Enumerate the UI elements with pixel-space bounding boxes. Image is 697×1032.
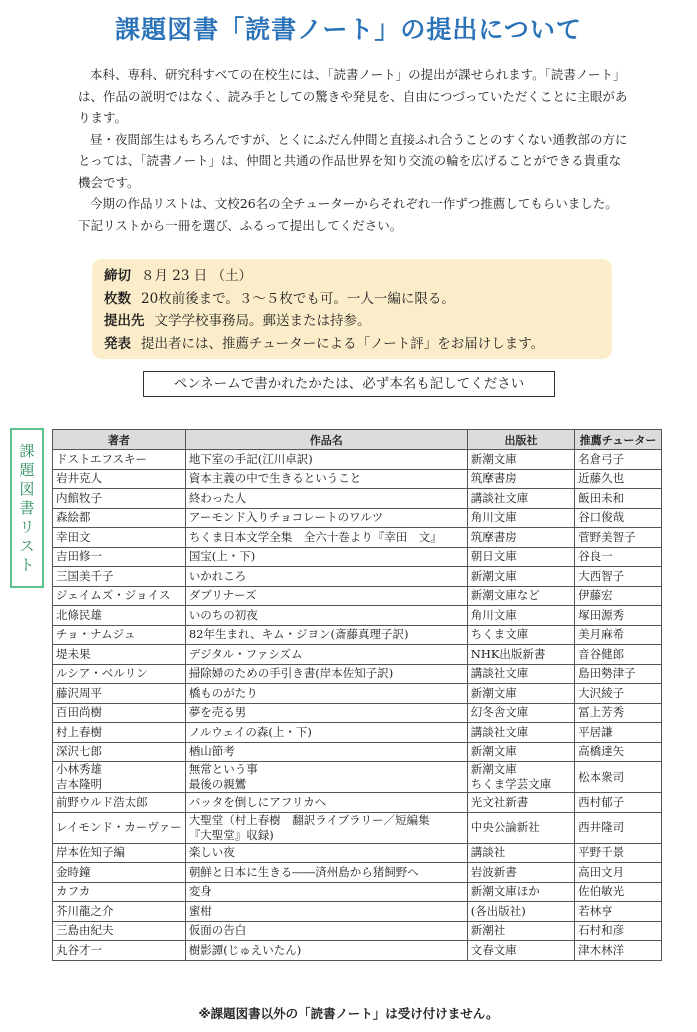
cell-line: カフカ xyxy=(56,884,91,899)
cell-line: 西村郁子 xyxy=(578,794,625,809)
side-label-char: ス xyxy=(19,536,35,555)
cell-line: 深沢七郎 xyxy=(56,744,102,759)
cell-tutor xyxy=(575,742,662,762)
header-publisher: 出版社 xyxy=(467,430,574,450)
table-row xyxy=(53,882,662,902)
cell-work xyxy=(185,489,467,509)
cell-line: 美月麻希 xyxy=(578,627,625,642)
cell-work xyxy=(185,469,467,489)
cell-line: 国宝(上・下) xyxy=(188,549,256,564)
table-row xyxy=(53,586,662,606)
cell-publisher xyxy=(467,664,574,684)
cell-line: ちくま日本文学全集 全六十巻より『幸田 文』 xyxy=(188,529,442,544)
cell-publisher xyxy=(467,489,574,509)
cell-publisher xyxy=(467,684,574,704)
cell-author xyxy=(53,742,186,762)
deadline-row xyxy=(104,265,612,288)
cell-author xyxy=(53,684,186,704)
cell-line: 新潮文庫など xyxy=(470,588,540,603)
table-row xyxy=(53,547,662,567)
cell-line: 楽しい夜 xyxy=(188,845,235,860)
cell-publisher xyxy=(467,762,574,793)
intro-paragraph: 昼・夜間部生はもちろんですが、とくにふだん仲間と直接ふれ合うことのすくない通教部の方にとっては、「読書ノート」は、仲間と共通の作品世界を知り交流の輪を広げることができる貴重な機会です。 xyxy=(78,131,628,190)
cell-line: 新潮文庫 xyxy=(470,685,517,700)
cell-line: 百田尚樹 xyxy=(56,705,102,720)
table-row xyxy=(53,742,662,762)
cell-line: 朝鮮と日本に生きる――済州島から猪飼野へ xyxy=(188,864,419,879)
cell-work xyxy=(185,528,467,548)
table-row xyxy=(53,567,662,587)
info-value: 文学学校事務局。郵送または持参。 xyxy=(154,313,371,329)
cell-line: 島田勢津子 xyxy=(578,666,636,681)
cell-line: 講談社文庫 xyxy=(470,666,529,681)
cell-line: 菅野美智子 xyxy=(578,529,636,544)
book-list-table xyxy=(52,429,662,961)
cell-line: 村上春樹 xyxy=(56,724,102,739)
cell-work xyxy=(185,742,467,762)
table-row xyxy=(53,469,662,489)
cell-author xyxy=(53,703,186,723)
cell-line: 岩井克人 xyxy=(56,471,102,486)
cell-work xyxy=(185,723,467,743)
table-row xyxy=(53,843,662,863)
cell-line: 筑摩書房 xyxy=(470,471,517,486)
cell-line: 大西智子 xyxy=(578,568,625,583)
cell-author xyxy=(53,902,186,922)
cell-tutor xyxy=(575,902,662,922)
cell-author xyxy=(53,793,186,813)
cell-line: チョ・ナムジュ xyxy=(56,627,136,642)
cell-tutor xyxy=(575,882,662,902)
page-title: 課題図書「読書ノート」の提出について xyxy=(115,15,582,44)
cell-line: 樹影譚(じゅえいたん) xyxy=(188,942,302,957)
cell-tutor xyxy=(575,547,662,567)
intro-text xyxy=(78,64,630,236)
cell-publisher xyxy=(467,843,574,863)
cell-publisher xyxy=(467,547,574,567)
cell-publisher xyxy=(467,921,574,941)
table-header-row xyxy=(53,430,662,450)
cell-line: (各出版社) xyxy=(470,903,526,918)
cell-tutor xyxy=(575,489,662,509)
cell-tutor xyxy=(575,586,662,606)
cell-author xyxy=(53,508,186,528)
cell-line: 芥川龍之介 xyxy=(56,903,114,918)
cell-work xyxy=(185,684,467,704)
cell-line: 終わった人 xyxy=(188,490,247,505)
cell-line: 夢を売る男 xyxy=(188,705,247,720)
cell-work xyxy=(185,902,467,922)
cell-line: 吉本隆明 xyxy=(56,777,102,791)
cell-line: 無常という事 xyxy=(188,762,258,776)
cell-line: 内館牧子 xyxy=(56,490,102,505)
cell-line: 西井隆司 xyxy=(578,820,625,834)
cell-publisher xyxy=(467,528,574,548)
cell-line: 幸田文 xyxy=(56,529,91,544)
info-label: 締切 xyxy=(104,268,131,284)
cell-line: 新潮文庫 xyxy=(470,762,517,776)
table-row xyxy=(53,863,662,883)
cell-line: 塚田源秀 xyxy=(578,607,625,622)
cell-line: ジェイムズ・ジョイス xyxy=(56,588,171,603)
cell-line: 金時鐘 xyxy=(56,864,91,879)
table-row xyxy=(53,793,662,813)
announcement-row xyxy=(104,333,612,356)
cell-author xyxy=(53,664,186,684)
table-row xyxy=(53,902,662,922)
side-label-char: 課 xyxy=(19,441,35,460)
cell-work xyxy=(185,941,467,961)
cell-line: 森絵都 xyxy=(56,510,91,525)
info-value: ８月 23 日 （土） xyxy=(141,268,253,284)
cell-line: 大沢綾子 xyxy=(578,685,625,700)
cell-line: 講談社文庫 xyxy=(470,724,529,739)
cell-author xyxy=(53,812,186,843)
cell-tutor xyxy=(575,528,662,548)
cell-publisher xyxy=(467,469,574,489)
table-row xyxy=(53,762,662,793)
cell-line: 津木林洋 xyxy=(578,942,625,957)
cell-line: 幻冬舎文庫 xyxy=(470,705,529,720)
cell-line: 小林秀雄 xyxy=(56,762,102,776)
cell-line: 近藤久也 xyxy=(578,471,625,486)
cell-line: 若林亨 xyxy=(578,903,613,918)
cell-publisher xyxy=(467,450,574,470)
cell-author xyxy=(53,921,186,941)
cell-work xyxy=(185,625,467,645)
header-tutor: 推薦チューター xyxy=(575,430,662,450)
cell-line: 谷口俊哉 xyxy=(578,510,625,525)
cell-line: 北條民雄 xyxy=(56,607,102,622)
cell-line: 音谷健郎 xyxy=(578,646,625,661)
cell-author xyxy=(53,469,186,489)
cell-author xyxy=(53,843,186,863)
cell-tutor xyxy=(575,450,662,470)
cell-author xyxy=(53,450,186,470)
cell-tutor xyxy=(575,843,662,863)
info-label: 提出先 xyxy=(104,313,145,329)
cell-author xyxy=(53,567,186,587)
pen-name-notice: ペンネームで書かれたかたは、必ず本名も記してください xyxy=(143,371,555,397)
cell-line: 平野千景 xyxy=(578,845,625,860)
cell-line: 掃除婦のための手引き書(岸本佐知子訳) xyxy=(188,666,394,681)
info-value: 20枚前後まで。３～５枚でも可。一人一編に限る。 xyxy=(141,290,455,307)
cell-tutor xyxy=(575,469,662,489)
cell-tutor xyxy=(575,812,662,843)
cell-line: 岸本佐知子編 xyxy=(56,845,125,860)
info-value: 提出者には、推薦チューターによる「ノート評」をお届けします。 xyxy=(141,335,545,352)
intro-paragraph: 今期の作品リストは、文校26名の全チューターからそれぞれ一作ずつ推薦してもらいました。下記リストから一冊を選び、ふるって提出してください。 xyxy=(78,196,618,233)
cell-line: 蜜柑 xyxy=(188,903,212,918)
cell-author xyxy=(53,645,186,665)
cell-line: ドストエフスキー xyxy=(56,451,147,466)
cell-author xyxy=(53,723,186,743)
info-label: 発表 xyxy=(104,335,131,352)
table-row xyxy=(53,664,662,684)
cell-line: 楢山節考 xyxy=(188,744,235,759)
cell-author xyxy=(53,586,186,606)
cell-work xyxy=(185,812,467,843)
intro-paragraph: 本科、専科、研究科すべての在校生には、「読書ノート」の提出が課せられます。「読書ノート」は、作品の説明ではなく、読み手としての驚きや発見を、自由につづっていただくことに主眼があります。 xyxy=(78,67,628,125)
table-row xyxy=(53,508,662,528)
cell-line: 藤沢周平 xyxy=(56,685,102,700)
table-row xyxy=(53,812,662,843)
cell-tutor xyxy=(575,762,662,793)
cell-line: 平居謙 xyxy=(578,724,613,739)
side-label-book-list xyxy=(10,428,44,588)
cell-publisher xyxy=(467,882,574,902)
table-row xyxy=(53,625,662,645)
cell-line: 資本主義の中で生きるということ xyxy=(188,471,362,486)
cell-line: NHK出版新書 xyxy=(470,646,546,661)
cell-line: 地下室の手記(江川卓訳) xyxy=(188,451,313,466)
table-row xyxy=(53,684,662,704)
cell-line: ちくま学芸文庫 xyxy=(470,777,552,791)
cell-line: 仮面の告白 xyxy=(188,923,247,938)
cell-line: 名倉弓子 xyxy=(578,451,625,466)
cell-line: ちくま文庫 xyxy=(470,627,529,642)
cell-line: 石村和彦 xyxy=(578,923,625,938)
cell-tutor xyxy=(575,863,662,883)
destination-row xyxy=(104,310,612,333)
cell-work xyxy=(185,645,467,665)
cell-line: 講談社文庫 xyxy=(470,490,529,505)
table-row xyxy=(53,606,662,626)
cell-tutor xyxy=(575,508,662,528)
cell-work xyxy=(185,547,467,567)
cell-line: 82年生まれ、キム・ジヨン(斎藤真理子訳) xyxy=(188,627,409,642)
cell-line: ダブリナーズ xyxy=(188,588,257,603)
cell-line: 光文社新書 xyxy=(470,794,529,809)
submission-info-box xyxy=(92,259,612,359)
cell-author xyxy=(53,547,186,567)
cell-line: ノルウェイの森(上・下) xyxy=(188,724,312,739)
cell-line: 大聖堂（村上春樹 翻訳ライブラリー／短編集 xyxy=(188,812,430,827)
cell-tutor xyxy=(575,921,662,941)
cell-author xyxy=(53,762,186,793)
cell-publisher xyxy=(467,742,574,762)
cell-publisher xyxy=(467,586,574,606)
side-label-char: 図 xyxy=(19,479,35,498)
cell-line: 三島由紀夫 xyxy=(56,923,114,938)
cell-work xyxy=(185,450,467,470)
cell-line: 高橋達矢 xyxy=(578,744,625,759)
table-row xyxy=(53,645,662,665)
cell-work xyxy=(185,586,467,606)
cell-line: いのちの初夜 xyxy=(188,607,258,622)
cell-publisher xyxy=(467,941,574,961)
cell-work xyxy=(185,508,467,528)
table-row xyxy=(53,723,662,743)
cell-line: 吉田修一 xyxy=(56,549,102,564)
cell-tutor xyxy=(575,793,662,813)
cell-publisher xyxy=(467,606,574,626)
cell-line: バッタを倒しにアフリカへ xyxy=(188,794,327,809)
cell-line: いかれころ xyxy=(188,568,247,583)
cell-publisher xyxy=(467,567,574,587)
cell-publisher xyxy=(467,863,574,883)
cell-line: 新潮文庫 xyxy=(470,451,517,466)
cell-line: 中央公論新社 xyxy=(470,820,540,834)
cell-author xyxy=(53,489,186,509)
cell-publisher xyxy=(467,812,574,843)
cell-publisher xyxy=(467,703,574,723)
side-label-char: 題 xyxy=(19,460,35,479)
cell-line: レイモンド・カーヴァー xyxy=(56,820,182,834)
cell-line: 伊藤宏 xyxy=(578,588,613,603)
table-row xyxy=(53,703,662,723)
table-row xyxy=(53,450,662,470)
cell-line: 最後の親鸞 xyxy=(188,777,247,791)
cell-publisher xyxy=(467,902,574,922)
cell-line: 橋ものがたり xyxy=(188,685,258,700)
cell-publisher xyxy=(467,723,574,743)
cell-line: 朝日文庫 xyxy=(470,549,517,564)
cell-line: 高田文月 xyxy=(578,864,625,879)
cell-line: 前野ウルド浩太郎 xyxy=(56,794,148,809)
side-label-char: ト xyxy=(19,555,35,574)
cell-publisher xyxy=(467,645,574,665)
cell-work xyxy=(185,843,467,863)
cell-work xyxy=(185,703,467,723)
cell-line: 佐伯敏光 xyxy=(578,884,625,899)
cell-work xyxy=(185,863,467,883)
cell-tutor xyxy=(575,703,662,723)
cell-line: アーモンド入りチョコレートのワルツ xyxy=(188,510,384,525)
cell-line: ルシア・ベルリン xyxy=(56,666,148,681)
cell-line: 新潮文庫 xyxy=(470,744,517,759)
footer-note: ※課題図書以外の「読書ノート」は受け付けません。 xyxy=(198,1006,499,1021)
cell-line: 丸谷才一 xyxy=(56,942,102,957)
side-label-char: 書 xyxy=(19,498,35,517)
cell-author xyxy=(53,606,186,626)
cell-line: 変身 xyxy=(188,884,212,899)
cell-work xyxy=(185,882,467,902)
pages-row xyxy=(104,288,612,311)
cell-author xyxy=(53,882,186,902)
header-work: 作品名 xyxy=(185,430,467,450)
info-label: 枚数 xyxy=(104,290,131,307)
cell-tutor xyxy=(575,606,662,626)
cell-line: 岩波新書 xyxy=(470,864,517,879)
table-row xyxy=(53,941,662,961)
cell-author xyxy=(53,528,186,548)
cell-tutor xyxy=(575,645,662,665)
cell-line: デジタル・ファシズム xyxy=(188,646,303,661)
cell-tutor xyxy=(575,723,662,743)
side-label-char: リ xyxy=(19,517,35,536)
cell-line: 講談社 xyxy=(470,845,506,860)
table-row xyxy=(53,921,662,941)
cell-tutor xyxy=(575,625,662,645)
cell-line: 谷良一 xyxy=(578,549,613,564)
cell-line: 角川文庫 xyxy=(470,607,517,622)
cell-tutor xyxy=(575,664,662,684)
cell-work xyxy=(185,921,467,941)
cell-work xyxy=(185,664,467,684)
cell-tutor xyxy=(575,941,662,961)
header-author: 著者 xyxy=(53,430,186,450)
cell-author xyxy=(53,625,186,645)
cell-line: 角川文庫 xyxy=(470,510,517,525)
cell-line: 冨上芳秀 xyxy=(578,705,625,720)
cell-publisher xyxy=(467,625,574,645)
cell-tutor xyxy=(575,567,662,587)
cell-work xyxy=(185,567,467,587)
cell-tutor xyxy=(575,684,662,704)
cell-publisher xyxy=(467,508,574,528)
cell-line: 新潮文庫ほか xyxy=(470,884,540,899)
cell-line: 飯田未和 xyxy=(578,490,625,505)
cell-line: 松本衆司 xyxy=(578,769,625,784)
cell-line: 三国美千子 xyxy=(56,568,114,583)
cell-work xyxy=(185,762,467,793)
cell-line: 新潮社 xyxy=(470,923,506,938)
cell-line: 新潮文庫 xyxy=(470,568,517,583)
cell-line: 筑摩書房 xyxy=(470,529,517,544)
cell-line: 文春文庫 xyxy=(470,942,517,957)
cell-line: 堤未果 xyxy=(56,646,91,661)
cell-work xyxy=(185,793,467,813)
table-row xyxy=(53,489,662,509)
cell-publisher xyxy=(467,793,574,813)
cell-work xyxy=(185,606,467,626)
table-row xyxy=(53,528,662,548)
cell-author xyxy=(53,941,186,961)
cell-author xyxy=(53,863,186,883)
cell-line: 『大聖堂』収録) xyxy=(188,827,274,842)
